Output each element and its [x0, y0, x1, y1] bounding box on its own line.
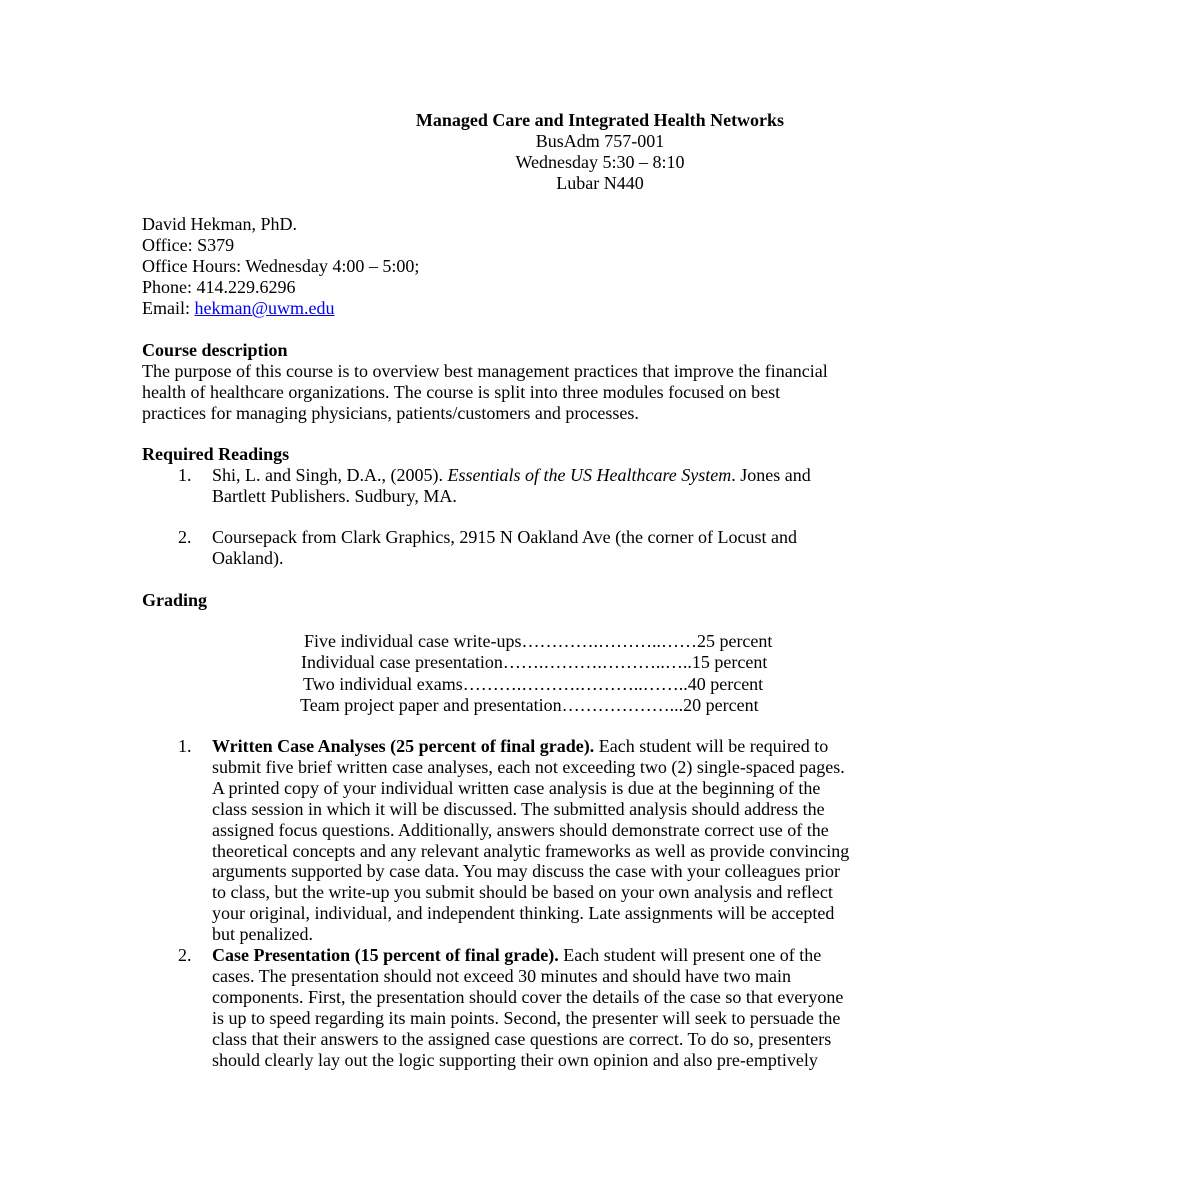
course-schedule: Wednesday 5:30 – 8:10: [515, 152, 685, 172]
reading-publisher: . Jones and: [731, 465, 811, 485]
assignment-line: but penalized.: [212, 924, 313, 945]
assignment-line: class session in which it will be discussed. The submitted analysis should address the: [212, 798, 825, 819]
reading-citation: Shi, L. and Singh, D.A., (2005).: [212, 465, 448, 485]
assignment-line: is up to speed regarding its main points. Second, the presenter will seek to persuade the: [212, 1007, 841, 1028]
email-link[interactable]: hekman@uwm.edu: [194, 298, 335, 318]
assignment-line: class that their answers to the assigned case questions are correct. To do so, presenters: [212, 1028, 832, 1049]
assignment-line: cases. The presentation should not exceed 30 minutes and should have two main: [212, 965, 792, 986]
assignment-text: Each student will present one of the: [558, 945, 822, 965]
course-description-heading: Course description: [142, 340, 288, 360]
instructor-email-line: [142, 298, 335, 319]
reading-item-line: Coursepack from Clark Graphics, 2915 N Oakland Ave (the corner of Locust and: [212, 527, 797, 547]
instructor-office: Office: S379: [142, 235, 235, 255]
assignment-line: components. First, the presentation should cover the details of the case so that everyone: [212, 986, 844, 1007]
instructor-name: David Hekman, PhD.: [142, 214, 297, 234]
reading-item-line: [212, 465, 811, 486]
grading-heading: Grading: [142, 590, 208, 610]
required-readings-heading: Required Readings: [142, 444, 290, 464]
grading-row: Two individual exams……….……….………..……..40 percent: [303, 674, 764, 694]
assignment-title: Case Presentation (15 percent of final grade).: [212, 945, 559, 965]
grading-row: Five individual case write-ups………….………..……25 percent: [304, 631, 773, 651]
email-label: Email:: [142, 298, 195, 318]
reading-book-title: Essentials of the US Healthcare System: [447, 465, 732, 485]
assignment-number: 1.: [178, 736, 192, 756]
reading-item-line: Bartlett Publishers. Sudbury, MA.: [212, 486, 457, 506]
reading-item-line: Oakland).: [212, 548, 284, 568]
instructor-hours: Office Hours: Wednesday 4:00 – 5:00;: [142, 256, 420, 276]
assignment-text: Each student will be required to: [594, 736, 829, 756]
assignment-written-case-analyses: [212, 736, 849, 945]
course-description-line: The purpose of this course is to overview best management practices that improve the financial: [142, 361, 828, 381]
course-room: Lubar N440: [556, 173, 644, 193]
assignment-line: to class, but the write-up you submit should be based on your own analysis and reflect: [212, 882, 833, 903]
assignment-title: Written Case Analyses (25 percent of final grade).: [212, 736, 595, 756]
assignment-line: arguments supported by case data. You may discuss the case with your colleagues prior: [212, 861, 841, 882]
reading-number: 2.: [178, 527, 192, 547]
course-title: Managed Care and Integrated Health Networks: [415, 110, 785, 130]
grading-row: Individual case presentation…….……….………..…..15 percent: [301, 652, 768, 672]
assignment-first-line: [212, 736, 849, 757]
course-description-line: practices for managing physicians, patients/customers and processes.: [142, 403, 639, 423]
assignment-line: your original, individual, and independent thinking. Late assignments will be accepted: [212, 903, 835, 924]
assignment-line: should clearly lay out the logic supporting their own opinion and also pre-emptively: [212, 1049, 818, 1070]
assignment-number: 2.: [178, 945, 192, 965]
reading-number: 1.: [178, 465, 192, 485]
assignment-line: theoretical concepts and any relevant analytic frameworks as well as provide convincing: [212, 840, 850, 861]
instructor-phone: Phone: 414.229.6296: [142, 277, 296, 297]
course-description-line: health of healthcare organizations. The course is split into three modules focused on best: [142, 382, 781, 402]
assignment-line: A printed copy of your individual written case analysis is due at the beginning of the: [212, 777, 821, 798]
grading-row: Team project paper and presentation………………...20 percent: [300, 695, 759, 715]
assignment-line: submit five brief written case analyses, each not exceeding two (2) single-spaced pages.: [212, 756, 845, 777]
assignment-first-line: [212, 945, 843, 966]
assignment-case-presentation: [212, 945, 843, 1070]
course-code: BusAdm 757-001: [535, 131, 665, 151]
assignment-line: assigned focus questions. Additionally, answers should demonstrate correct use of the: [212, 819, 829, 840]
